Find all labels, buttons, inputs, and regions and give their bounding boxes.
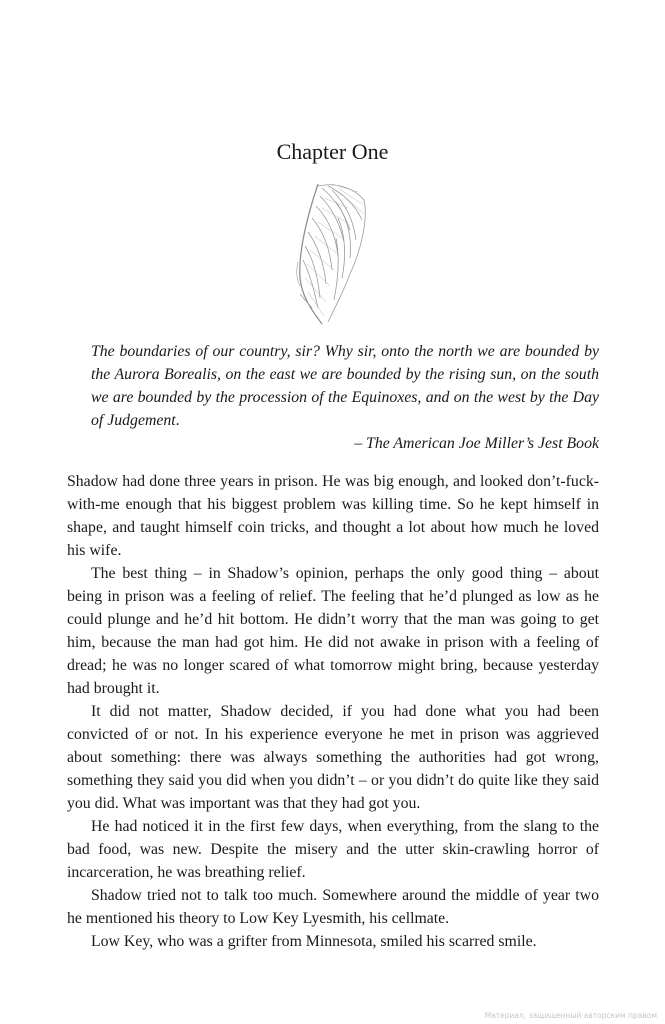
- epigraph-quote-text: The boundaries of our country, sir? Why sir, onto the north we are bounded by the Aurora Borealis, on the east we are bounded by the rising sun, on the south we are bounded by the procession of the Equinoxes, and on the west by the Day of Judgement: [91, 343, 599, 429]
- chapter-body: [67, 470, 599, 953]
- chapter-title: Chapter One: [276, 139, 389, 164]
- paragraph: He had noticed it in the first few days, when everything, from the slang to the bad food, was new. Despite the misery and the utter skin-crawling horror of incarceration, he was breathing relief.: [67, 818, 599, 881]
- paragraph: It did not matter, Shadow decided, if you had done what you had been convicted of or not. In his experience everyone he met in prison was aggrieved about something: there was always something the authorities had got wrong, something they said you did when you didn’t – or you didn’t do quite like they said you did. What was important was that they had got you.: [67, 703, 599, 812]
- paragraph: Shadow tried not to talk too much. Somewhere around the middle of year two he mentioned his theory to Low Key Lyesmith, his cellmate.: [67, 887, 599, 927]
- feather-wing-illustration: [288, 178, 374, 334]
- copyright-watermark: Материал, защищенный авторским правом: [484, 1011, 657, 1020]
- paragraph: Shadow had done three years in prison. He was big enough, and looked don’t-fuck-with-me enough that his biggest problem was killing time. So he kept himself in shape, and taught himself coin tricks, and thought a lot about how much he loved his wife.: [67, 473, 599, 559]
- paragraph: Low Key, who was a grifter from Minnesota, smiled his scarred smile.: [91, 933, 537, 950]
- epigraph-terminal: .: [175, 412, 180, 429]
- epigraph-source: – The American Joe Miller’s Jest Book: [354, 435, 599, 452]
- epigraph-quote: [91, 340, 599, 432]
- paragraph: The best thing – in Shadow’s opinion, perhaps the only good thing – about being in prison was a feeling of relief. The feeling that he’d plunged as low as he could plunge and he’d hit bottom. He didn’t worry that the man was going to get him, because the man had got him. He did not awake in prison with a feeling of dread; he was no longer scared of what tomorrow might bring, because yesterday had brought it.: [67, 565, 599, 697]
